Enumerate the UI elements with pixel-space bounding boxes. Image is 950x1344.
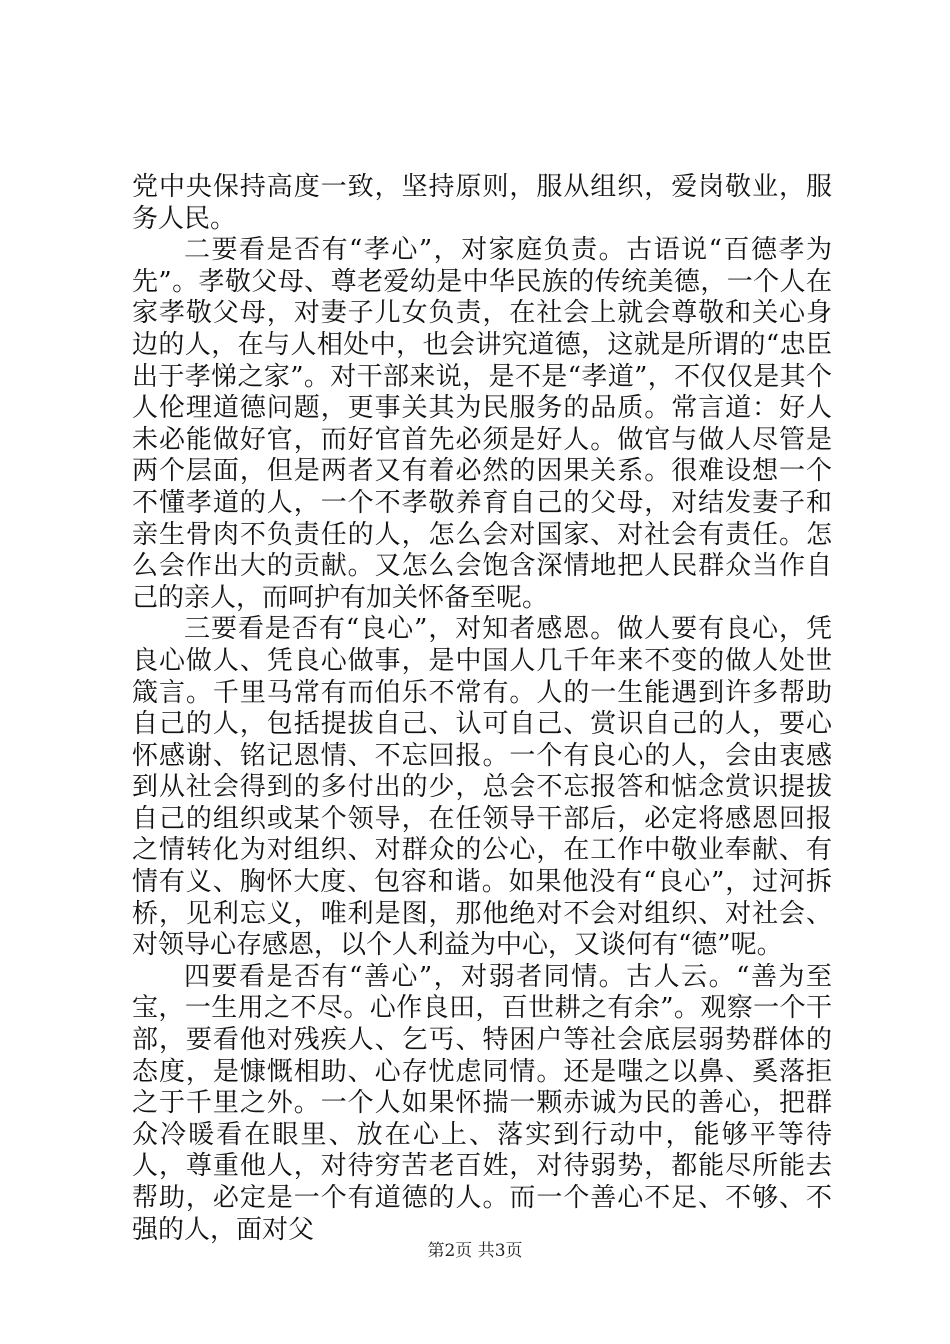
paragraph-kindness: 四要看是否有“善心”，对弱者同情。古人云。“善为至宝，一生用之不尽。心作良田，百世耕之有余”。观察一个干部，要看他对残疾人、乞丐、特困户等社会底层弱势群体的态度，是慷慨相助、心存忧虑同情。还是嗤之以鼻、奚落拒之于千里之外。一个人如果怀揣一颗赤诚为民的善心，把群众冷暖看在眼里、放在心上、落实到行动中，能够平等待人，尊重他人，对待穷苦老百姓，对待弱势，都能尽所能去帮助，必定是一个有道德的人。而一个善心不足、不够、不强的人，面对父: [132, 961, 832, 1245]
document-body: [132, 172, 832, 1246]
paragraph-conscience: 三要看是否有“良心”，对知者感恩。做人要有良心，凭良心做人、凭良心做事，是中国人几千年来不变的做人处世箴言。千里马常有而伯乐不常有。人的一生能遇到许多帮助自己的人，包括提拔自己、认可自己、赏识自己的人，要心怀感谢、铭记恩情、不忘回报。一个有良心的人，会由衷感到从社会得到的多付出的少，总会不忘报答和惦念赏识提拔自己的组织或某个领导，在任领导干部后，必定将感恩回报之情转化为对组织、对群众的公心，在工作中敬业奉献、有情有义、胸怀大度、包容和谐。如果他没有“良心”，过河拆桥，见利忘义，唯利是图，那他绝对不会对组织、对社会、对领导心存感恩，以个人利益为中心，又谈何有“德”呢。: [132, 614, 832, 961]
paragraph-continuation: 党中央保持高度一致，坚持原则，服从组织，爱岗敬业，服务人民。: [132, 172, 832, 234]
paragraph-filial-piety: 二要看是否有“孝心”，对家庭负责。古语说“百德孝为先”。孝敬父母、尊老爱幼是中华民族的传统美德，一个人在家孝敬父母，对妻子儿女负责，在社会上就会尊敬和关心身边的人，在与人相处中，也会讲究道德，这就是所谓的“忠臣出于孝悌之家”。对干部来说，是不是“孝道”，不仅仅是其个人伦理道德问题，更事关其为民服务的品质。常言道：好人未必能做好官，而好官首先必须是好人。做官与做人尽管是两个层面，但是两者又有着必然的因果关系。很难设想一个不懂孝道的人，一个不孝敬养育自己的父母，对结发妻子和亲生骨肉不负责任的人，怎么会对国家、对社会有责任。怎么会作出大的贡献。又怎么会饱含深情地把人民群众当作自己的亲人，而呵护有加关怀备至呢。: [132, 235, 832, 613]
page-number-footer: 第2页 共3页: [427, 1241, 523, 1261]
